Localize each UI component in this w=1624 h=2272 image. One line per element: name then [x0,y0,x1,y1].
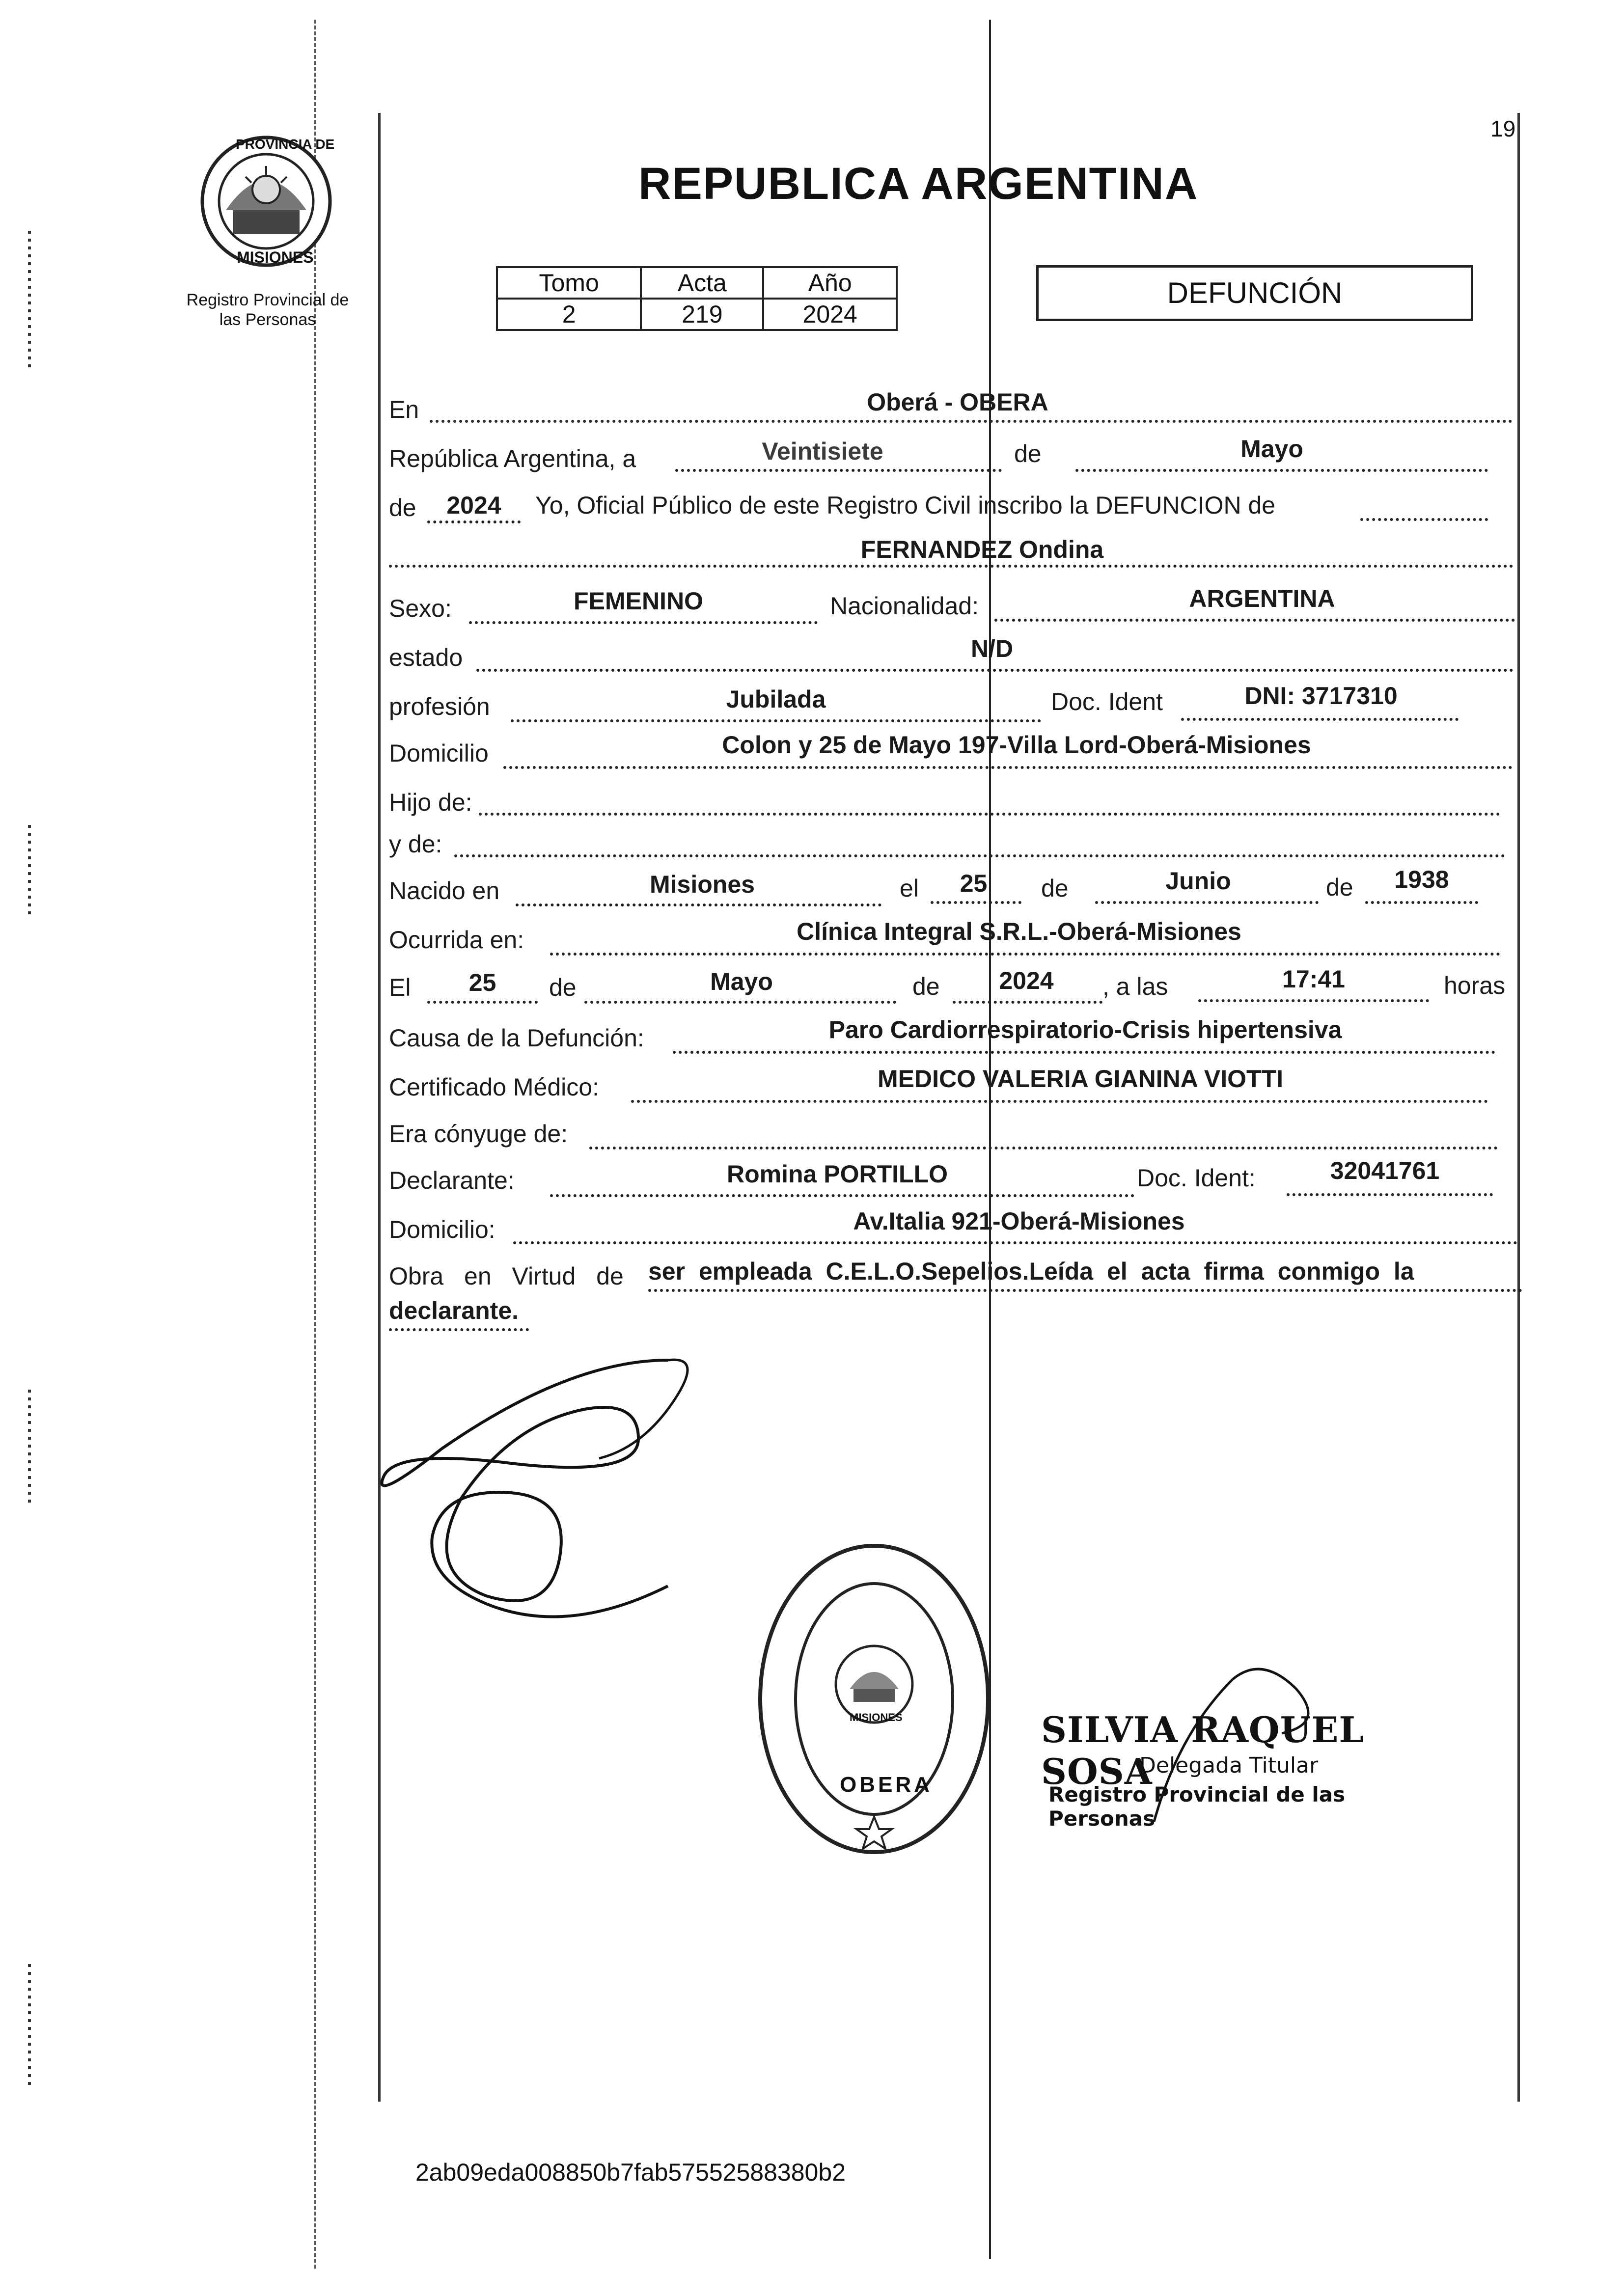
left-border-line [378,113,381,2102]
record-table-header: Acta [641,267,763,299]
nacido-lugar-value: Misiones [650,871,755,898]
margin-specks [10,221,69,2185]
document-type-box [1036,265,1473,321]
en-value: Oberá - OBERA [867,388,1048,416]
declarante-dotted-line [550,1194,1134,1197]
y-de-label: y de: [389,830,442,858]
logo-caption-1: Registro Provincial de [186,291,349,309]
declarante-value: Romina PORTILLO [727,1160,948,1188]
nacionalidad-label: Nacionalidad: [830,592,979,620]
record-table-cell: 219 [641,299,763,330]
domicilio-declarante-dotted-line [513,1241,1517,1244]
nacido-mes-dotted-line [1095,901,1319,904]
page-number: 19 [1490,116,1516,141]
obra-value-line1: ser empleada C.E.L.O.Sepelios.Leída el acta firma conmigo la [648,1258,1414,1285]
el-anio-value: 2024 [999,967,1054,994]
nacido-dia-value: 25 [960,870,988,897]
estado-value: N/D [970,635,1014,662]
profesion-label: profesión [389,693,490,720]
right-border-line [1517,113,1520,2102]
obra-value-line2: declarante. [389,1297,519,1324]
nacido-anio-dotted-line [1365,901,1478,904]
domicilio-label: Domicilio [389,739,489,767]
domicilio-declarante-label: Domicilio: [389,1216,495,1243]
en-dotted-line [430,420,1513,423]
logo-ring-top: PROVINCIA DE [236,137,335,152]
page-title: REPUBLICA ARGENTINA [638,159,1199,209]
sexo-dotted-line [469,621,818,624]
ocurrida-value: Clínica Integral S.R.L.-Oberá-Misiones [797,918,1241,945]
doc-ident-label: Doc. Ident [1051,688,1163,715]
obra-line2-dotted-line [389,1328,529,1331]
fecha-mes-value: Mayo [1240,435,1303,463]
record-table-cell: 2 [497,299,641,330]
domicilio-declarante-value: Av.Italia 921-Oberá-Misiones [853,1207,1185,1235]
nacido-de2-label: de [1326,874,1353,901]
inscripcion-text: Yo, Oficial Público de este Registro Civil inscribo la DEFUNCION de [535,492,1276,519]
record-table [496,266,898,331]
el-de2-label: de [912,973,940,1000]
el-hora-value: 17:41 [1282,965,1345,993]
nacido-dia-dotted-line [931,901,1021,904]
y-de-dotted-line [454,854,1505,857]
certificado-dotted-line [631,1100,1488,1103]
left-margin-dash-line [314,20,316,2269]
seal-bottom-text: OBERA [840,1773,933,1797]
el-horas-label: horas [1444,972,1506,999]
nacido-el-label: el [900,875,919,902]
fecha-dia-dotted-line [675,469,1002,472]
declarante-doc-label: Doc. Ident: [1137,1164,1256,1192]
conyuge-dotted-line [589,1147,1498,1150]
inscripcion-de-label: de [389,494,416,521]
record-table-header: Tomo [497,267,641,299]
record-table-header-row [497,267,897,299]
sexo-label: Sexo: [389,595,452,622]
record-table-value-row [497,299,897,330]
obra-label: Obra en Virtud de [389,1262,624,1290]
nacionalidad-value: ARGENTINA [1189,585,1335,612]
nacido-label: Nacido en [389,877,500,904]
profesion-dotted-line [511,719,1041,722]
inscripcion-anio-value: 2024 [446,492,501,519]
inscripcion-end-dotted-line [1360,518,1488,521]
officer-office: Registro Provincial de las Personas [1048,1782,1346,1831]
causa-value: Paro Cardiorrespiratorio-Crisis hipertensiva [828,1016,1342,1043]
certificado-value: MEDICO VALERIA GIANINA VIOTTI [878,1065,1283,1093]
document-type-label: DEFUNCIÓN [1167,276,1343,309]
estado-dotted-line [476,669,1514,672]
declarante-doc-dotted-line [1287,1193,1493,1196]
fecha-de-label: de [1014,440,1042,467]
center-fold-line [989,20,991,2259]
obra-dotted-line [648,1289,1522,1292]
nacido-de1-label: de [1041,875,1069,902]
conyuge-label: Era cónyuge de: [389,1120,568,1148]
certificado-label: Certificado Médico: [389,1073,599,1101]
province-logo [196,132,336,272]
document-hash: 2ab09eda008850b7fab57552588380b2 [415,2159,846,2186]
nacionalidad-dotted-line [994,619,1515,622]
ocurrida-label: Ocurrida en: [389,926,524,954]
doc-ident-dotted-line [1181,718,1459,721]
sexo-value: FEMENINO [574,587,703,615]
officer-signature-stroke [1134,1660,1341,1836]
estado-label: estado [389,644,463,671]
signature [363,1350,805,1670]
declarante-label: Declarante: [389,1167,515,1194]
en-label: En [389,396,419,423]
hijo-de-label: Hijo de: [389,789,472,816]
officer-role: Delegada Titular [1139,1753,1319,1778]
el-mes-dotted-line [584,1001,896,1004]
fecha-dia-value: Veintisiete [762,438,883,465]
domicilio-value: Colon y 25 de Mayo 197-Villa Lord-Oberá-Misiones [722,731,1311,759]
nacido-lugar-dotted-line [516,903,881,906]
el-hora-dotted-line [1198,999,1429,1002]
declarante-doc-value: 32041761 [1330,1157,1440,1184]
logo-ring-bottom: MISIONES [237,248,314,266]
domicilio-dotted-line [503,766,1513,769]
record-table-cell: 2024 [763,299,897,330]
el-dia-value: 25 [468,969,496,996]
seal-inner-ring: MISIONES [850,1711,903,1724]
profesion-value: Jubilada [726,685,826,713]
el-a-las-label: , a las [1102,973,1168,1000]
ocurrida-dotted-line [550,953,1500,956]
record-table-header: Año [763,267,897,299]
causa-label: Causa de la Defunción: [389,1024,644,1052]
official-oval-seal [756,1542,992,1856]
fecha-mes-dotted-line [1075,469,1488,472]
logo-caption-2: las Personas [219,310,316,329]
el-de1-label: de [549,974,577,1001]
seal-oval-icon [756,1542,992,1856]
nacido-mes-value: Junio [1165,867,1231,895]
officer-name: SILVIA RAQUEL SOSA [1041,1709,1364,1792]
nombre-dotted-line [389,565,1514,568]
el-dia-dotted-line [427,1001,538,1004]
deceased-name: FERNANDEZ Ondina [860,536,1104,563]
doc-ident-value: DNI: 3717310 [1244,682,1398,710]
causa-dotted-line [673,1051,1495,1054]
el-anio-dotted-line [953,1001,1102,1004]
hijo-de-dotted-line [479,813,1500,816]
fecha-label: República Argentina, a [389,445,636,472]
el-mes-value: Mayo [710,968,773,995]
officer-stamp [1041,1689,1414,1846]
nacido-anio-value: 1938 [1394,866,1449,893]
inscripcion-anio-dotted-line [427,520,521,523]
el-label: El [389,974,411,1001]
